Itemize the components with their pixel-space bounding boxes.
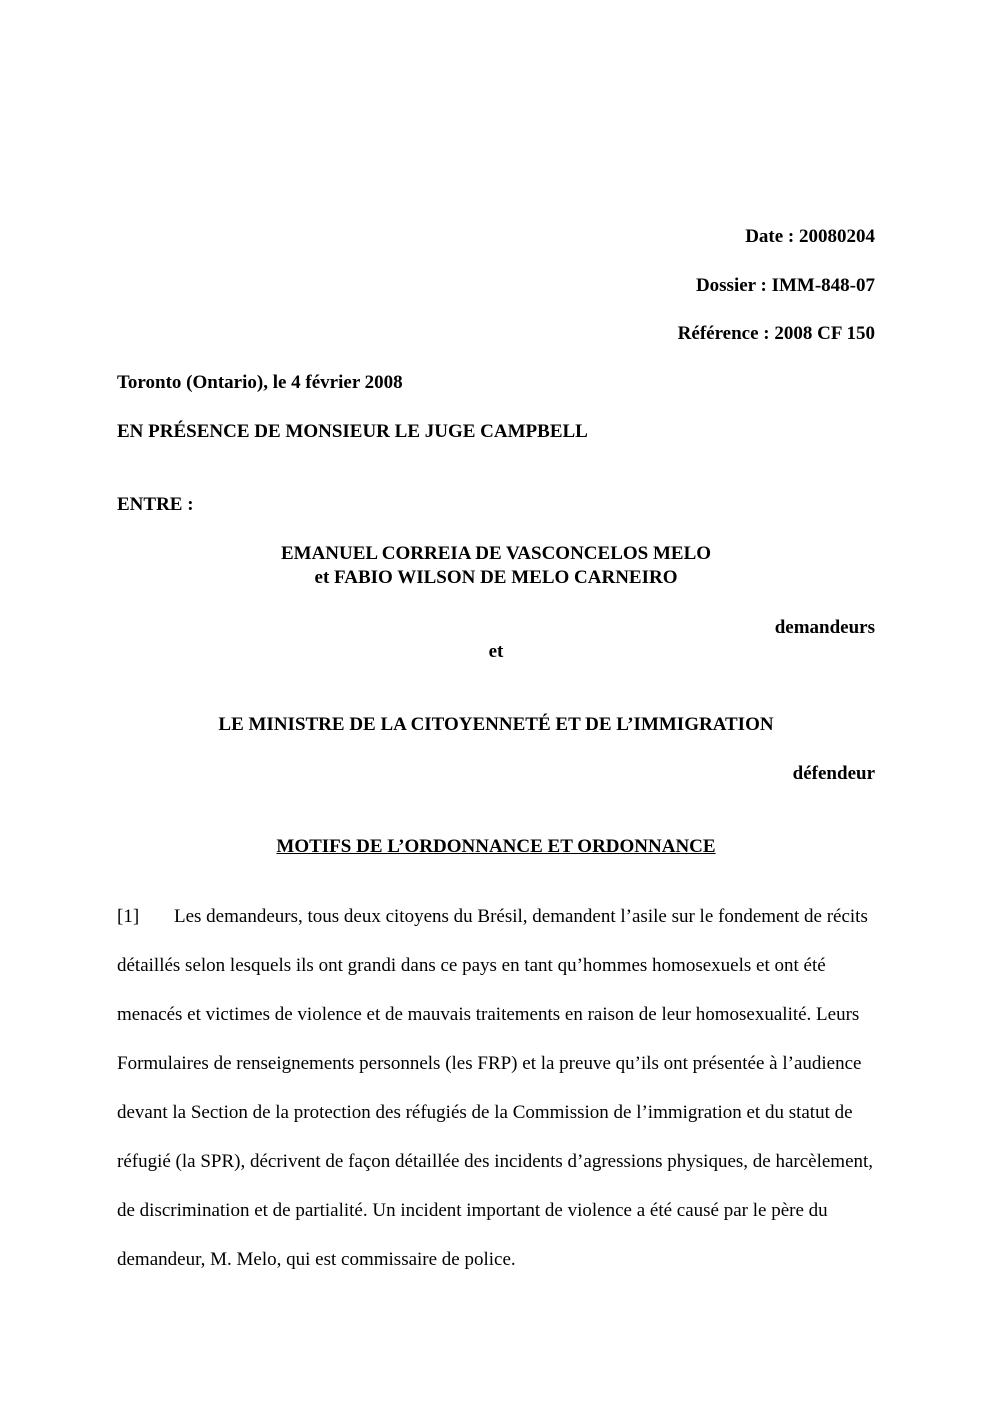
paragraph-line: de discrimination et de partialité. Un incident important de violence a été causé par le père du xyxy=(117,1200,828,1221)
between-label: ENTRE : xyxy=(117,494,194,515)
paragraph-line: détaillés selon lesquels ils ont grandi dans ce pays en tant qu’hommes homosexuels et ont été xyxy=(117,955,826,976)
applicant-names-line-1: EMANUEL CORREIA DE VASCONCELOS MELO xyxy=(280,543,712,564)
paragraph-line: demandeur, M. Melo, qui est commissaire de police. xyxy=(117,1249,516,1270)
applicant-names-line-2: et FABIO WILSON DE MELO CARNEIRO xyxy=(314,567,678,588)
paragraph-number: [1] xyxy=(117,906,140,927)
paragraph-line: devant la Section de la protection des réfugiés de la Commission de l’immigration et du statut de xyxy=(117,1102,853,1123)
document-title: MOTIFS DE L’ORDONNANCE ET ORDONNANCE xyxy=(276,836,716,857)
paragraph-line: [1] Les demandeurs, tous deux citoyens du Brésil, demandent l’asile sur le fondement de récits xyxy=(117,906,868,927)
decision-date: Date : 20080204 xyxy=(745,226,875,247)
paragraph-line: menacés et victimes de violence et de mauvais traitements en raison de leur homosexualité. Leurs xyxy=(117,1004,860,1025)
respondent-name: LE MINISTRE DE LA CITOYENNETÉ ET DE L’IMMIGRATION xyxy=(218,714,774,735)
applicants-role: demandeurs xyxy=(774,617,875,638)
paragraph-line: Formulaires de renseignements personnels (les FRP) et la preuve qu’ils ont présentée à l’audience xyxy=(117,1053,862,1074)
place-and-date: Toronto (Ontario), le 4 février 2008 xyxy=(117,372,403,393)
respondent-role: défendeur xyxy=(792,763,875,784)
and-separator: et xyxy=(488,641,504,662)
file-number: Dossier : IMM-848-07 xyxy=(695,275,875,296)
presiding-judge: EN PRÉSENCE DE MONSIEUR LE JUGE CAMPBELL xyxy=(117,421,588,442)
citation-reference: Référence : 2008 CF 150 xyxy=(677,323,875,344)
paragraph-line: réfugié (la SPR), décrivent de façon détaillée des incidents d’agressions physiques, de harcèlement, xyxy=(117,1151,874,1172)
